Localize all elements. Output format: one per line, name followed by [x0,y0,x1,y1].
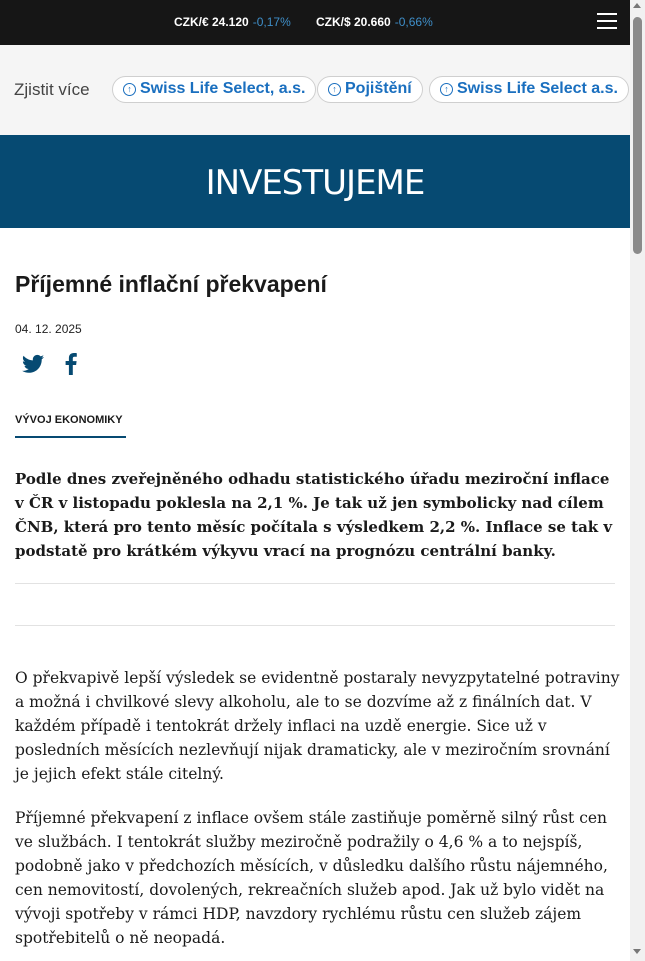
article-paragraph-2: Příjemné překvapení z inflace ovšem stále zastiňuje poměrně silný růst cen ve službách. I tentokrát služby meziročně podražily o 4,6 % a to nejspíš, podobně jako v předchozích měsících, v důsledku dalšího růstu nájemného, cen nemovitostí, dovolených, rekreačních služeb apod. Jak už bylo vidět na vývoji spotřeby v rámci HDP, navzdory rychlému růstu cen služeb zájem spotřebitelů o ně neopadá. [15,809,608,947]
rate-usd-change: -0,66% [394,15,433,29]
scrollbar[interactable] [630,0,645,961]
scroll-up-arrow[interactable] [633,3,641,8]
rate-eur [174,15,291,29]
info-icon: ↑ [123,83,136,96]
article-paragraph-1: O překvapivě lepší výsledek se evidentně postaraly nevyzpytatelné potraviny a možná i chvilkové slevy alkoholu, ale to se dozvíme až z finálních dat. V každém případě i tentokrát držely inflaci na uzdě energie. Sice už v posledních měsících nezlevňují nijak dramaticky, ale v meziročním srovnání je jejich efekt stále citelný. [15,669,620,783]
article-perex: Podle dnes zveřejněného odhadu statistického úřadu meziroční inflace v ČR v listopadu poklesla na 2,1 %. Je tak už jen symbolicky nad cílem ČNB, která pro tento měsíc počítala s výsledkem 2,2 %. Inflace se tak v podstatě pro krátkém výkyvu vrací na prognózu centrální banky. [15,470,613,560]
divider [15,583,615,584]
ad-pill-label: Swiss Life Select, a.s. [140,80,306,97]
sponsored-links-bar [0,45,630,135]
ad-pill-swiss-life[interactable] [112,76,316,103]
ad-pill-label: Swiss Life Select a.s. [457,80,618,97]
ad-pill-label: Pojištění [345,80,412,97]
brand-banner[interactable] [0,135,630,228]
facebook-icon[interactable] [64,353,78,375]
ad-pill-swiss-life-2[interactable] [429,76,629,103]
menu-icon[interactable] [597,13,617,31]
rate-eur-change: -0,17% [252,15,291,29]
article-title: Příjemné inflační překvapení [15,271,327,297]
currency-ticker-bar [0,0,630,45]
rate-usd [316,15,433,29]
ad-pill-pojisteni[interactable] [317,76,423,103]
category-tag[interactable]: VÝVOJ EKONOMIKY [15,414,126,438]
rate-usd-label: CZK/$ 20.660 [316,15,391,29]
rate-eur-label: CZK/€ 24.120 [174,15,249,29]
scroll-down-arrow[interactable] [633,949,641,954]
article-date: 04. 12. 2025 [15,322,82,336]
twitter-icon[interactable] [22,354,44,374]
divider [15,625,615,626]
info-icon: ↑ [328,83,341,96]
brand-logo[interactable]: INVESTUJEME [205,163,425,203]
scroll-thumb[interactable] [633,17,642,254]
learn-more-label: Zjistit více [14,80,90,99]
info-icon: ↑ [440,83,453,96]
